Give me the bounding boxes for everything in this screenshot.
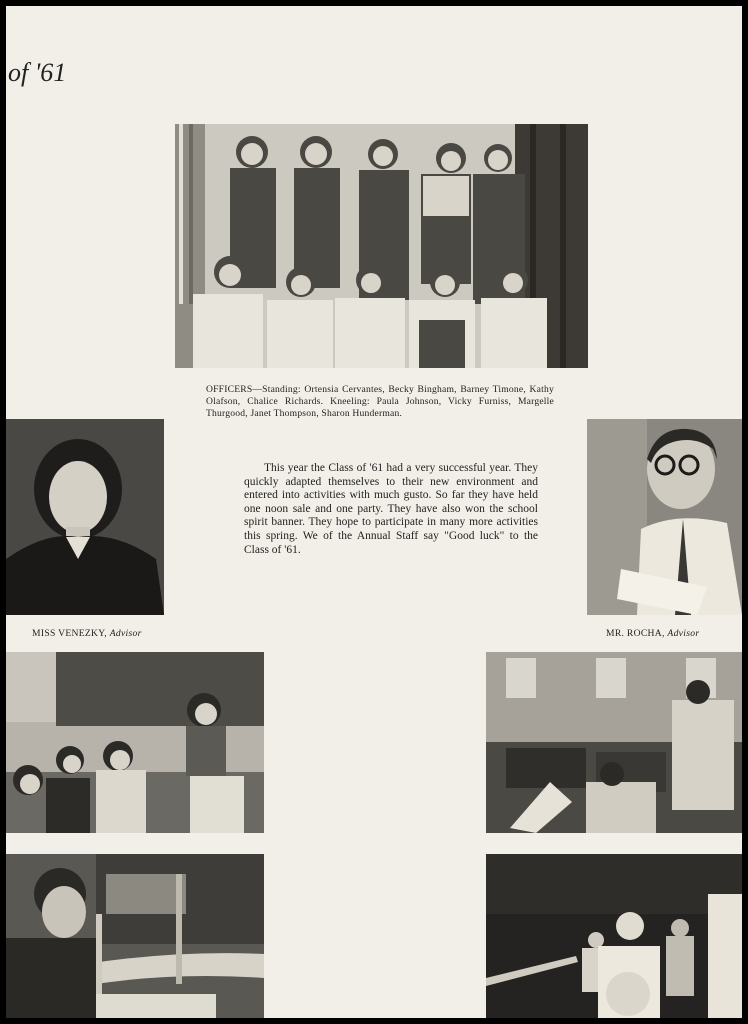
advisor-title-right: Advisor bbox=[667, 628, 700, 639]
advisor-label-left bbox=[32, 628, 142, 639]
advisor-portrait-left bbox=[6, 419, 164, 615]
page-heading: of '61 bbox=[8, 58, 67, 87]
activity-photo-classroom bbox=[486, 652, 742, 833]
officers-caption: OFFICERS—Standing: Ortensia Cervantes, Becky Bingham, Barney Timone, Kathy Olafson, Chalice Richards. Kneeling: Paula Johnson, Vicky Furniss, Margelle Thurgood, Janet Thompson, Sharon Hunderman. bbox=[206, 384, 554, 419]
activity-photo-dance bbox=[486, 854, 742, 1018]
class-summary-text bbox=[244, 462, 538, 557]
yearbook-page bbox=[6, 6, 742, 1018]
advisor-label-right bbox=[606, 628, 699, 639]
class-summary-paragraph: This year the Class of '61 had a very successful year. They quickly adapted themselves to their new environment and entered into activities with much gusto. So far they have held one noon sale and one party. They have also won the school spirit banner. They hope to participate in many more activities this spring. We of the Annual Staff say "Good luck" to the Class of '61. bbox=[244, 462, 538, 556]
advisor-name-right: MR. ROCHA, bbox=[606, 628, 665, 639]
advisor-title-left: Advisor bbox=[109, 628, 142, 639]
activity-photo-workshop bbox=[6, 854, 264, 1018]
activity-photo-students-seated bbox=[6, 652, 264, 833]
officers-group-photo bbox=[175, 124, 588, 368]
advisor-portrait-right bbox=[587, 419, 742, 615]
advisor-name-left: MISS VENEZKY, bbox=[32, 628, 107, 639]
